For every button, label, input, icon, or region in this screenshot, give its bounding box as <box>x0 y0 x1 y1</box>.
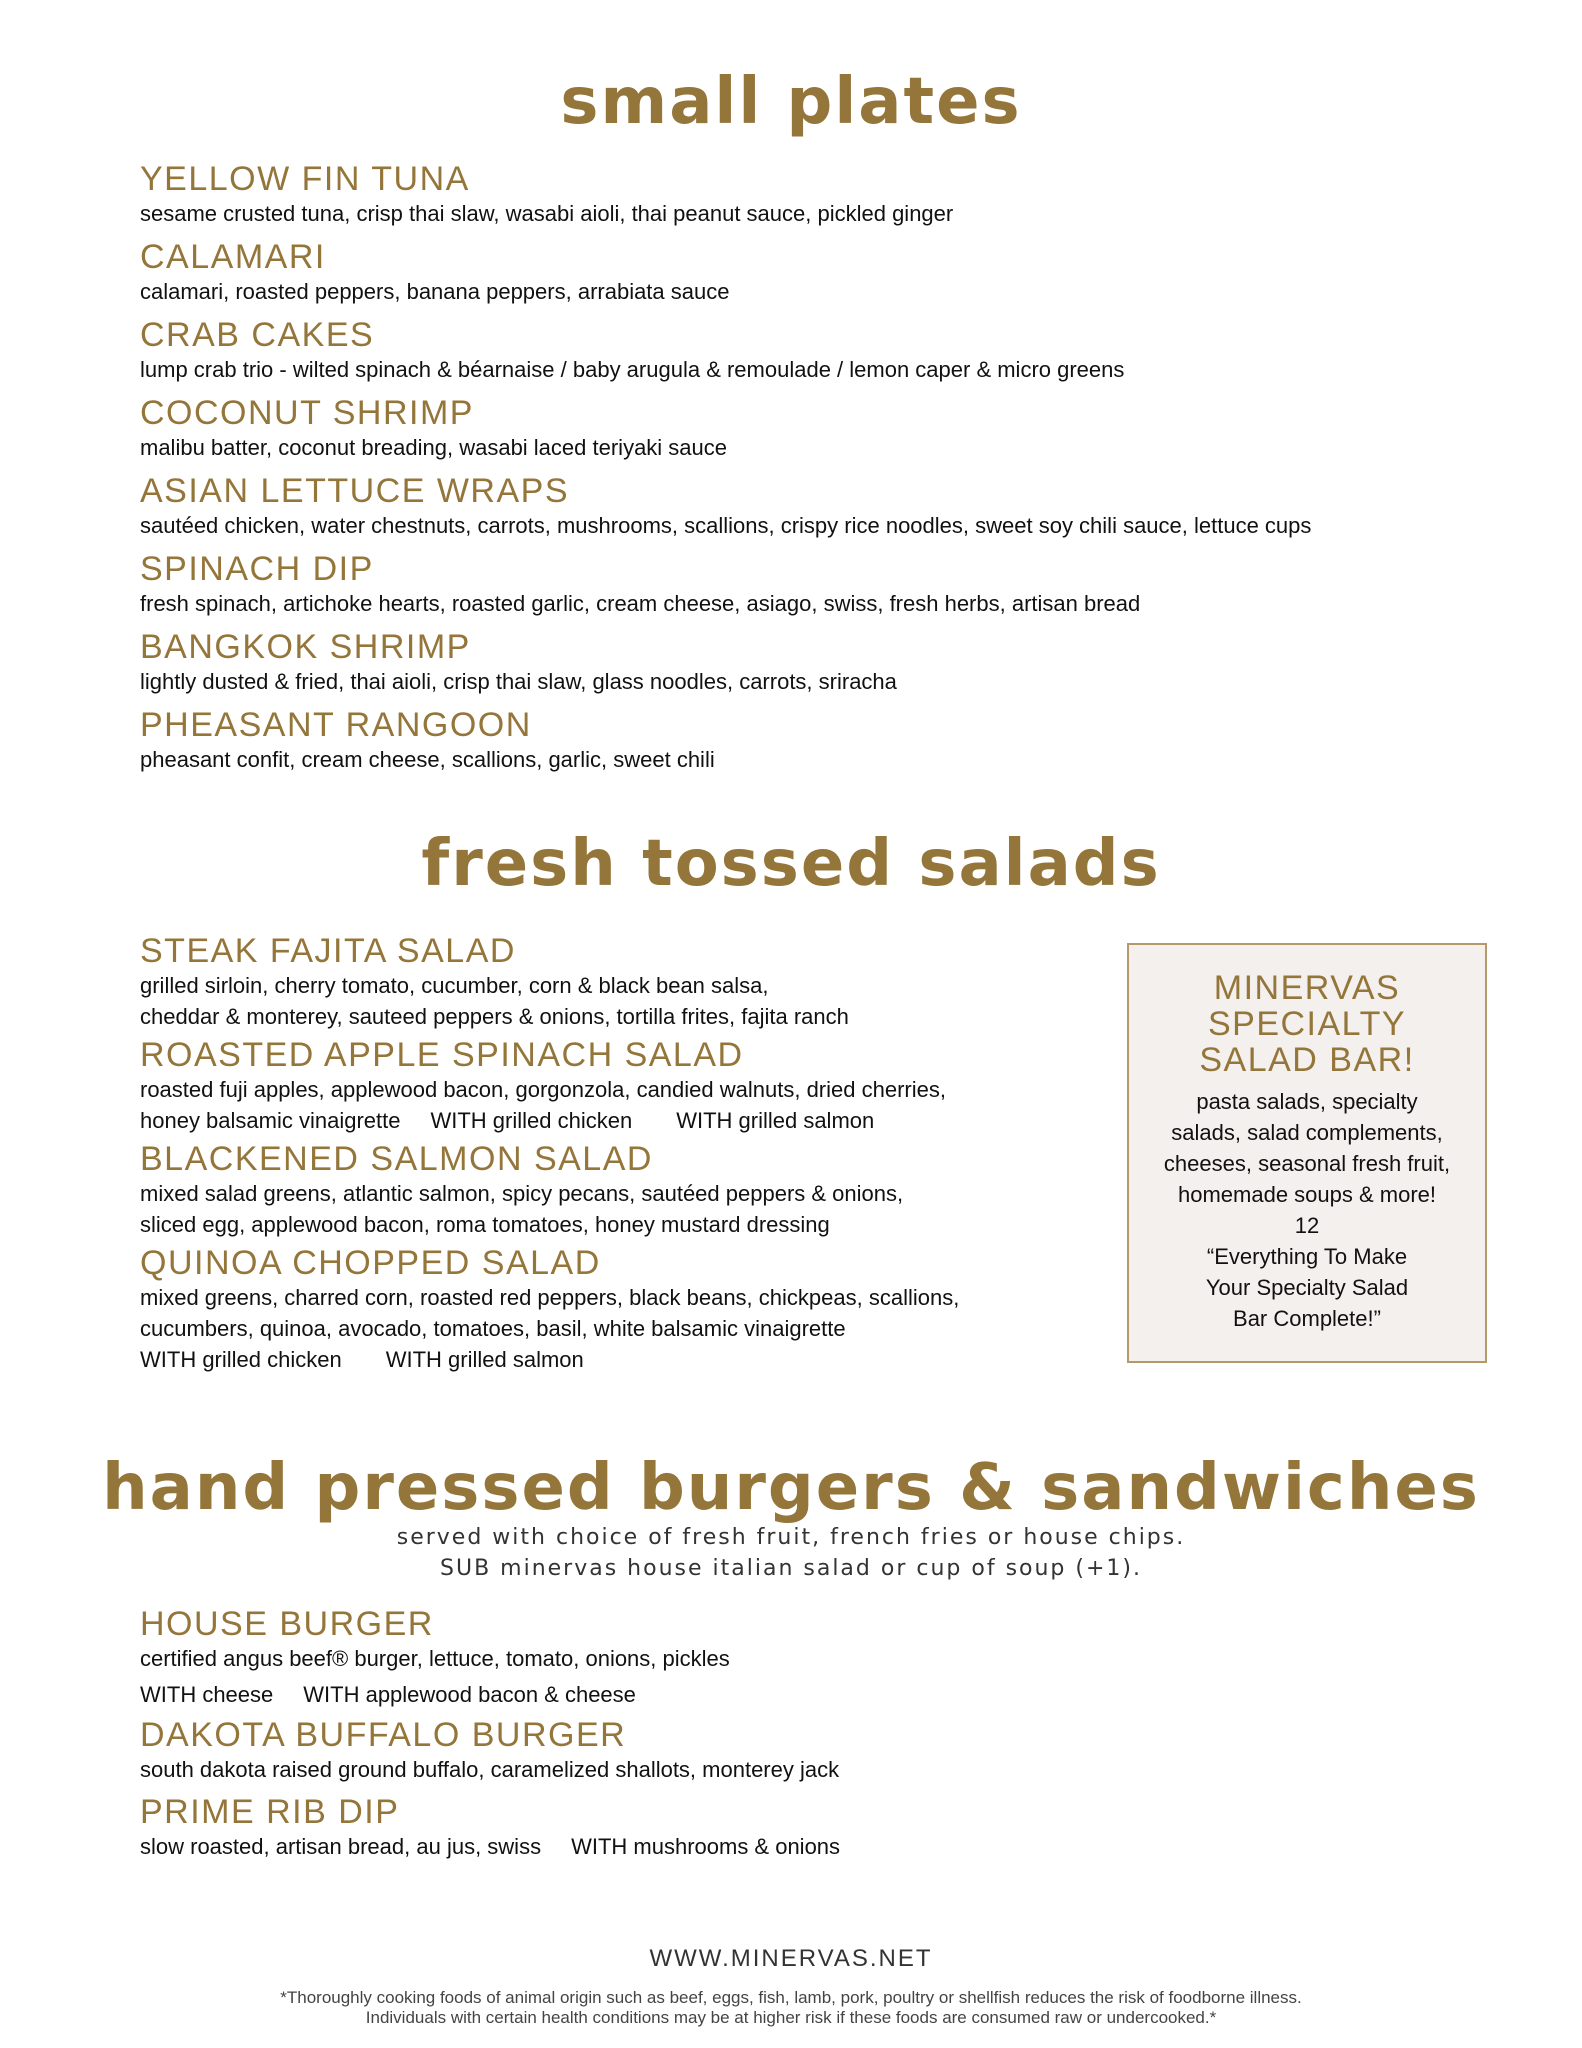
menu-item <box>140 1793 840 1862</box>
item-name: PRIME RIB DIP <box>140 1793 400 1831</box>
menu-item <box>140 394 1311 464</box>
salad-bar-line: homemade soups & more! <box>1177 1182 1437 1207</box>
item-description: south dakota raised ground buffalo, caramelized shallots, monterey jack <box>140 1757 840 1782</box>
salad-bar-title-line: MINERVAS <box>1213 969 1401 1007</box>
health-disclaimer: *Thoroughly cooking foods of animal origin such as beef, eggs, fish, lamb, pork, poultry or shellfish reduces the risk of foodborne illness. <box>280 1988 1302 2007</box>
item-description: lump crab trio - wilted spinach & béarnaise / baby arugula & remoulade / lemon caper & micro greens <box>140 357 1125 382</box>
item-options <box>140 1679 840 1710</box>
salad-bar-line: pasta salads, specialty <box>1196 1089 1418 1114</box>
item-name: COCONUT SHRIMP <box>140 394 474 432</box>
salad-bar-title-line: SPECIALTY <box>1207 1005 1407 1043</box>
item-name: ASIAN LETTUCE WRAPS <box>140 472 570 510</box>
salad-bar-line: Your Specialty Salad <box>1205 1275 1409 1300</box>
item-name: CRAB CAKES <box>140 316 375 354</box>
menu-item <box>140 1244 959 1375</box>
salad-bar-line: “Everything To Make <box>1206 1244 1408 1269</box>
item-description <box>140 1105 959 1136</box>
menu-item <box>140 932 959 1032</box>
item-description: sliced egg, applewood bacon, roma tomatoes, honey mustard dressing <box>140 1212 830 1237</box>
menu-item <box>140 628 1311 698</box>
item-name: QUINOA CHOPPED SALAD <box>140 1244 601 1282</box>
menu-item <box>140 160 1311 230</box>
section-title-salads: fresh tossed salads <box>421 827 1161 901</box>
item-name: PHEASANT RANGOON <box>140 706 532 744</box>
health-disclaimer: Individuals with certain health conditions may be at higher risk if these foods are consumed raw or undercooked.* <box>365 2008 1217 2027</box>
option-mushrooms-onions: WITH mushrooms & onions <box>571 1834 841 1859</box>
item-description: lightly dusted & fried, thai aioli, crisp thai slaw, glass noodles, carrots, sriracha <box>140 669 897 694</box>
item-name: BLACKENED SALMON SALAD <box>140 1140 653 1178</box>
item-description: sautéed chicken, water chestnuts, carrots, mushrooms, scallions, crispy rice noodles, sweet soy chili sauce, lettuce cups <box>140 513 1312 538</box>
burgers-subtitle: SUB minervas house italian salad or cup of soup (+1). <box>440 1556 1142 1581</box>
burgers-list <box>140 1605 840 1862</box>
menu-item <box>140 238 1311 308</box>
menu-item <box>140 1036 959 1136</box>
small-plates-list <box>140 160 1311 784</box>
salads-list <box>140 932 959 1375</box>
salad-bar-title-line: SALAD BAR! <box>1199 1041 1415 1079</box>
item-description: calamari, roasted peppers, banana peppers, arrabiata sauce <box>140 279 730 304</box>
item-description <box>140 1831 840 1862</box>
item-description: sesame crusted tuna, crisp thai slaw, wasabi aioli, thai peanut sauce, pickled ginger <box>140 201 954 226</box>
salad-bar-box <box>1127 943 1487 1363</box>
item-name: YELLOW FIN TUNA <box>140 160 470 198</box>
item-description: grilled sirloin, cherry tomato, cucumber, corn & black bean salsa, <box>140 973 769 998</box>
item-description: fresh spinach, artichoke hearts, roasted garlic, cream cheese, asiago, swiss, fresh herbs, artisan bread <box>140 591 1141 616</box>
salad-bar-line: Bar Complete!” <box>1233 1306 1381 1331</box>
item-description: certified angus beef® burger, lettuce, tomato, onions, pickles <box>140 1646 730 1671</box>
menu-item <box>140 1140 959 1240</box>
item-description: pheasant confit, cream cheese, scallions, garlic, sweet chili <box>140 747 715 772</box>
item-name: BANGKOK SHRIMP <box>140 628 471 666</box>
item-name: CALAMARI <box>140 238 326 276</box>
item-description: malibu batter, coconut breading, wasabi laced teriyaki sauce <box>140 435 728 460</box>
option-bacon-cheese: WITH applewood bacon & cheese <box>303 1682 636 1707</box>
menu-item <box>140 1605 840 1710</box>
menu-item <box>140 706 1311 776</box>
item-options <box>140 1344 959 1375</box>
item-description-end: honey balsamic vinaigrette <box>140 1108 401 1133</box>
item-description: roasted fuji apples, applewood bacon, gorgonzola, candied walnuts, dried cherries, <box>140 1077 946 1102</box>
option-cheese: WITH cheese <box>140 1682 274 1707</box>
item-description: cucumbers, quinoa, avocado, tomatoes, basil, white balsamic vinaigrette <box>140 1316 846 1341</box>
item-name: HOUSE BURGER <box>140 1605 434 1643</box>
salad-bar-title <box>1129 970 1485 1078</box>
option-salmon: WITH grilled salmon <box>385 1347 584 1372</box>
salad-bar-line: cheeses, seasonal fresh fruit, <box>1163 1151 1451 1176</box>
burgers-subtitle: served with choice of fresh fruit, french fries or house chips. <box>396 1525 1186 1550</box>
item-name: ROASTED APPLE SPINACH SALAD <box>140 1036 744 1074</box>
menu-item <box>140 550 1311 620</box>
salad-bar-line: salads, salad complements, <box>1171 1120 1443 1145</box>
item-name: STEAK FAJITA SALAD <box>140 932 516 970</box>
item-description: mixed greens, charred corn, roasted red peppers, black beans, chickpeas, scallions, <box>140 1285 960 1310</box>
section-title-small-plates: small plates <box>560 65 1022 139</box>
website-link[interactable]: WWW.MINERVAS.NET <box>649 1945 933 1972</box>
menu-item <box>140 472 1311 542</box>
menu-item <box>140 316 1311 386</box>
item-description: cheddar & monterey, sauteed peppers & onions, tortilla frites, fajita ranch <box>140 1004 849 1029</box>
option-salmon: WITH grilled salmon <box>676 1108 875 1133</box>
item-name: SPINACH DIP <box>140 550 374 588</box>
section-title-burgers: hand pressed burgers & sandwiches <box>102 1451 1480 1525</box>
menu-item <box>140 1716 840 1785</box>
option-chicken: WITH grilled chicken <box>430 1108 633 1133</box>
item-name: DAKOTA BUFFALO BURGER <box>140 1716 627 1754</box>
item-description-text: slow roasted, artisan bread, au jus, swiss <box>140 1834 542 1859</box>
item-description: mixed salad greens, atlantic salmon, spicy pecans, sautéed peppers & onions, <box>140 1181 904 1206</box>
option-chicken: WITH grilled chicken <box>140 1347 342 1372</box>
salad-bar-price: 12 <box>1294 1213 1320 1238</box>
